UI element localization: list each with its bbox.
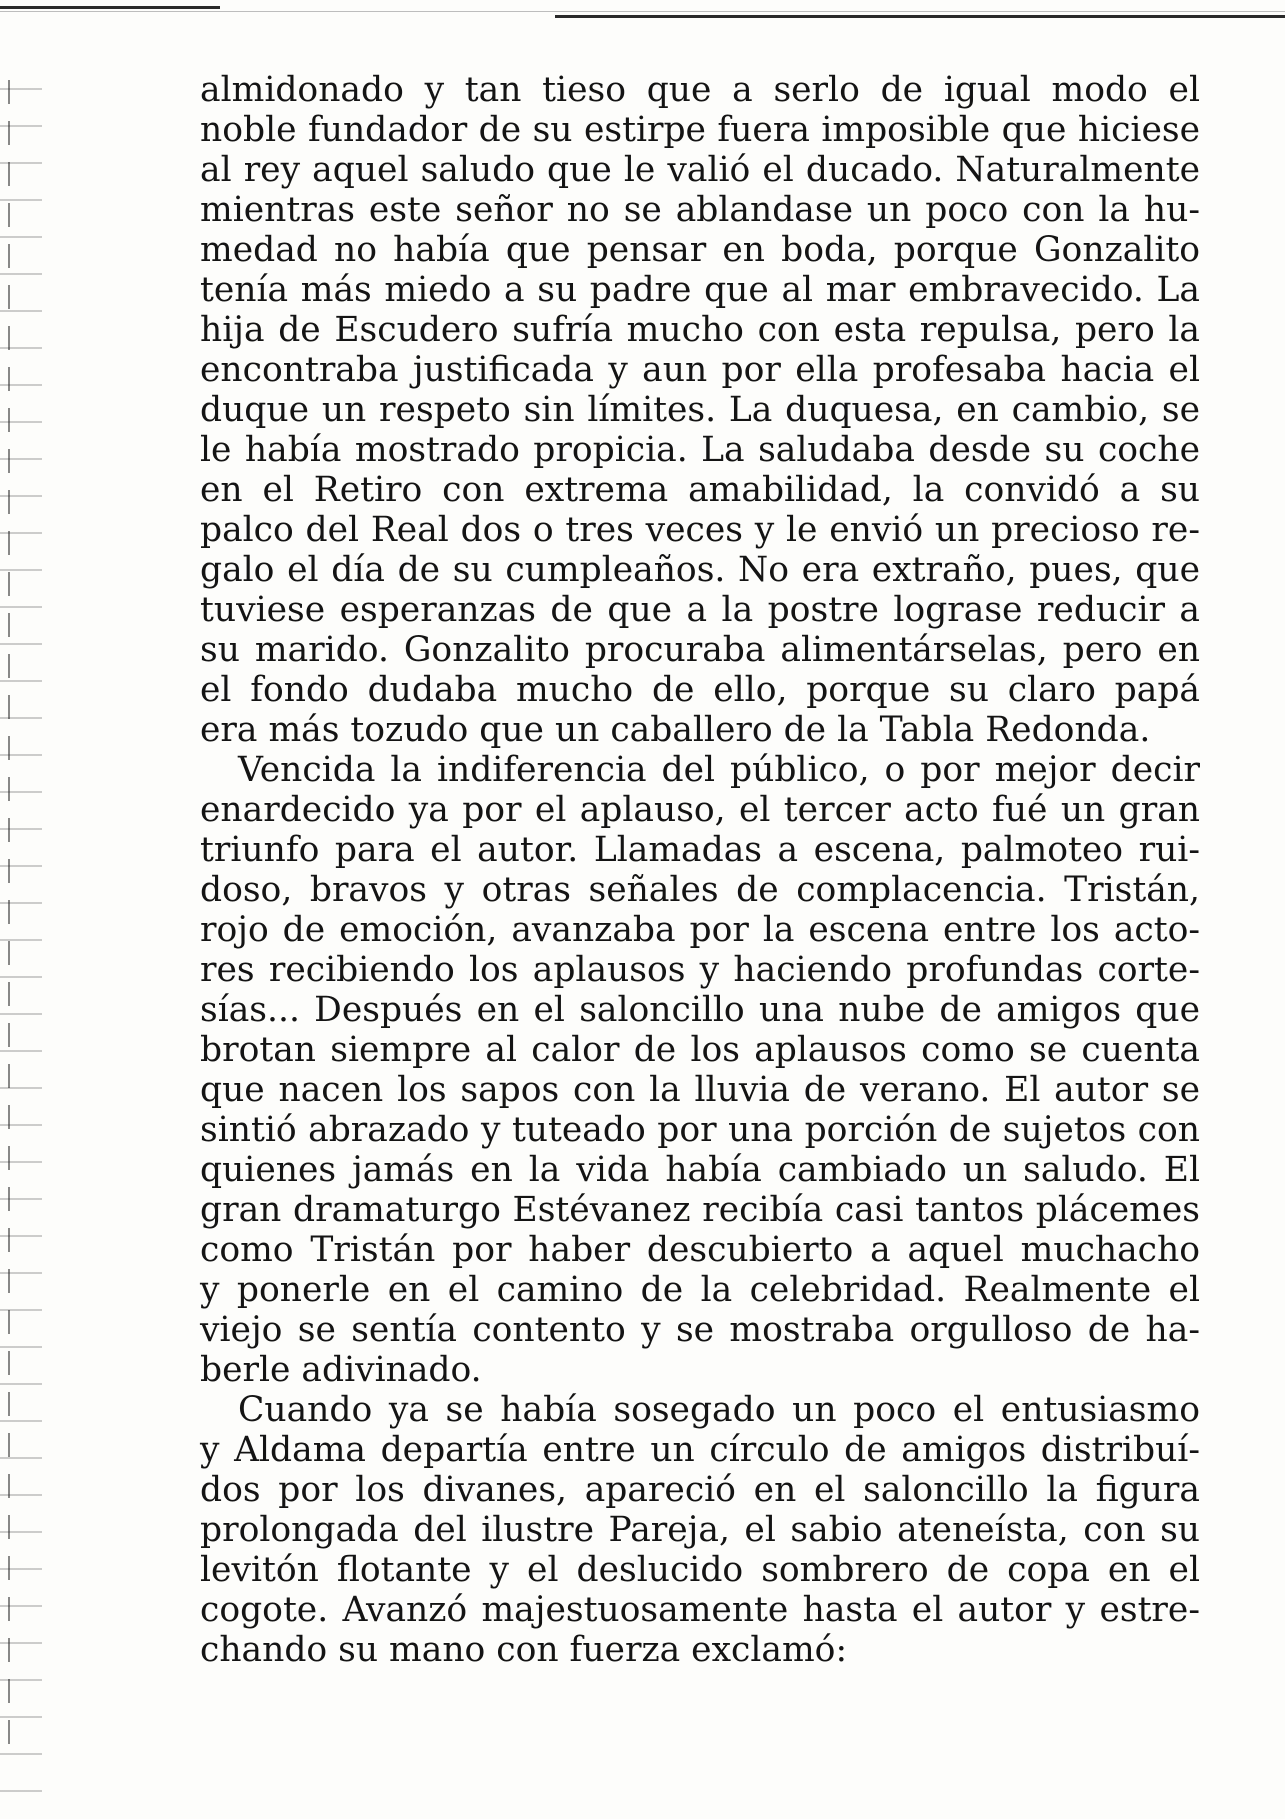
text-line: hija de Escudero sufría mucho con esta repulsa, pero la	[200, 310, 1200, 350]
text-line: como Tristán por haber descubierto a aquel muchacho	[200, 1230, 1200, 1270]
text-line: viejo se sentía contento y se mostraba orgulloso de ha-	[200, 1310, 1200, 1350]
text-line: encontraba justificada y aun por ella profesaba hacia el	[200, 350, 1200, 390]
text-line: gran dramaturgo Estévanez recibía casi tantos plácemes	[200, 1190, 1200, 1230]
text-line: quienes jamás en la vida había cambiado un saludo. El	[200, 1150, 1200, 1190]
text-line: triunfo para el autor. Llamadas a escena, palmoteo rui-	[200, 830, 1200, 870]
text-line: dos por los divanes, apareció en el saloncillo la figura	[200, 1470, 1200, 1510]
text-line: res recibiendo los aplausos y haciendo profundas corte-	[200, 950, 1200, 990]
text-line: y Aldama departía entre un círculo de amigos distribuí-	[200, 1430, 1200, 1470]
text-line: era más tozudo que un caballero de la Tabla Redonda.	[200, 710, 1151, 750]
text-line: palco del Real dos o tres veces y le envió un precioso re-	[200, 510, 1200, 550]
text-line: el fondo dudaba mucho de ello, porque su claro papá	[200, 670, 1200, 710]
text-line: prolongada del ilustre Pareja, el sabio ateneísta, con su	[200, 1510, 1200, 1550]
text-line: le había mostrado propicia. La saludaba desde su coche	[200, 430, 1200, 470]
text-line: levitón flotante y el deslucido sombrero de copa en el	[200, 1550, 1200, 1590]
text-line: enardecido ya por el aplauso, el tercer acto fué un gran	[200, 790, 1200, 830]
text-line: chando su mano con fuerza exclamó:	[200, 1630, 848, 1670]
text-line: y ponerle en el camino de la celebridad. Realmente el	[200, 1270, 1200, 1310]
text-line: cogote. Avanzó majestuosamente hasta el autor y estre-	[200, 1590, 1200, 1630]
text-line: sías... Después en el saloncillo una nube de amigos que	[200, 990, 1200, 1030]
body-text	[200, 70, 1200, 1670]
paragraph-3	[200, 1390, 1200, 1670]
text-line: medad no había que pensar en boda, porque Gonzalito	[200, 230, 1200, 270]
text-line: en el Retiro con extrema amabilidad, la convidó a su	[200, 470, 1200, 510]
text-line: almidonado y tan tieso que a serlo de igual modo el	[200, 70, 1200, 110]
top-rule-faint	[0, 11, 1285, 12]
text-line: sintió abrazado y tuteado por una porción de sujetos con	[200, 1110, 1200, 1150]
text-line: que nacen los sapos con la lluvia de verano. El autor se	[200, 1070, 1200, 1110]
text-line: brotan siempre al calor de los aplausos como se cuenta	[200, 1030, 1200, 1070]
binding-edge	[8, 80, 10, 1760]
text-line: doso, bravos y otras señales de complacencia. Tristán,	[200, 870, 1200, 910]
text-line: Vencida la indiferencia del público, o por mejor decir	[238, 750, 1200, 790]
text-line: mientras este señor no se ablandase un poco con la hu-	[200, 190, 1200, 230]
text-line: berle adivinado.	[200, 1350, 482, 1390]
paragraph-2	[200, 750, 1200, 1390]
text-line: noble fundador de su estirpe fuera imposible que hiciese	[200, 110, 1200, 150]
text-line: Cuando ya se había sosegado un poco el entusiasmo	[238, 1390, 1200, 1430]
text-line: duque un respeto sin límites. La duquesa, en cambio, se	[200, 390, 1200, 430]
text-line: su marido. Gonzalito procuraba alimentárselas, pero en	[200, 630, 1200, 670]
paragraph-1	[200, 70, 1200, 750]
text-line: rojo de emoción, avanzaba por la escena entre los acto-	[200, 910, 1200, 950]
text-line: tenía más miedo a su padre que al mar embravecido. La	[200, 270, 1200, 310]
binding-shadow	[0, 70, 42, 1810]
text-line: tuviese esperanzas de que a la postre lograse reducir a	[200, 590, 1200, 630]
text-line: al rey aquel saludo que le valió el ducado. Naturalmente	[200, 150, 1200, 190]
top-rule-right	[555, 15, 1285, 18]
top-rule-left	[0, 6, 220, 9]
text-line: galo el día de su cumpleaños. No era extraño, pues, que	[200, 550, 1200, 590]
